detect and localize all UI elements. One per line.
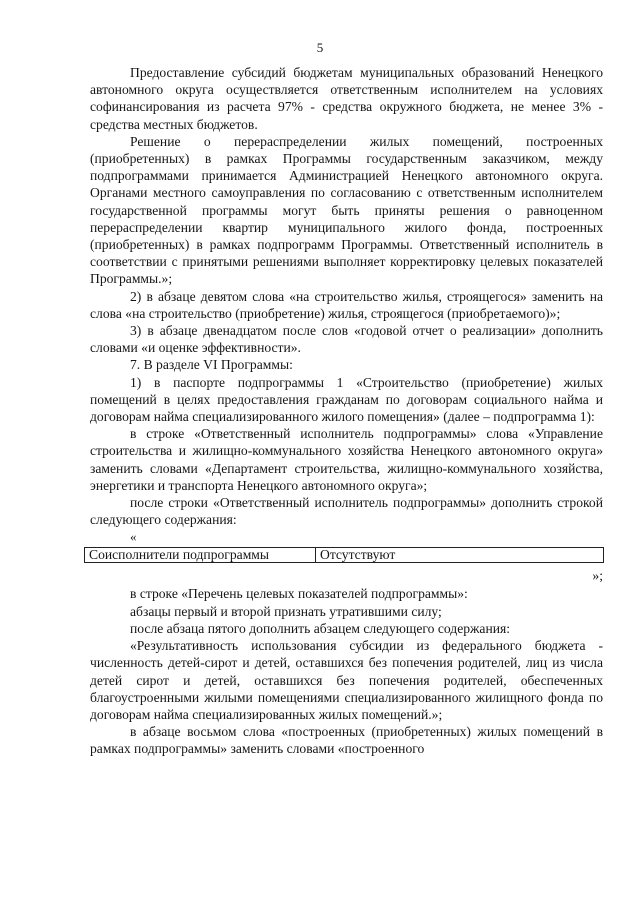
paragraph-invalidate-abzacy: абзацы первый и второй признать утратившими силу;: [130, 603, 442, 619]
paragraph-subsidy-effectiveness: «Результативность использования субсидии из федерального бюджета - численность детей-сирот и детей, оставшихся без попечения родителей, лиц из числа детей сирот и детей, оставшихся без попечения родителей, обеспеченных благоустроенными жилыми помещениями специализированного жилищного фонда по договорам найма специализированных жилых помещений.»;: [90, 638, 603, 722]
paragraph-redistribution-decision: Решение о перераспределении жилых помещений, построенных (приобретенных) в рамках Программы государственным заказчиком, между подпрограммами принимается Администрацией Ненецкого автономного округа. Органами местного самоуправления по согласованию с ответственным исполнителем государственной программы могут быть приняты решения о равноценном перераспределении квартир муниципального жилого фонда, построенных (приобретенных) в рамках подпрограмм Программы. Ответственный исполнитель в соответствии с принятыми решениями выполняет корректировку целевых показателей Программы.»;: [90, 133, 603, 287]
paragraph-eighth-abzac: в абзаце восьмом слова «построенных (приобретенных) жилых помещений в рамках подпрограммы» заменить словами «построенного: [90, 724, 603, 757]
paragraph-amendment-2: 2) в абзаце девятом слова «на строительство жилья, строящегося» заменить на слова «на строительство (приобретение) жилья, строящегося (приобретаемого)»;: [90, 288, 603, 321]
inserted-row-table: [84, 547, 604, 563]
paragraph-add-after-fifth: после абзаца пятого дополнить абзацем следующего содержания:: [130, 620, 511, 636]
page-number: 5: [316, 40, 324, 55]
close-quote: »;: [592, 568, 603, 584]
table-row: [85, 548, 604, 563]
co-executors-value: Отсутствуют: [316, 548, 604, 563]
co-executors-label: Соисполнители подпрограммы: [85, 548, 316, 563]
paragraph-subsidies: Предоставление субсидий бюджетам муниципальных образований Ненецкого автономного округа осуществляется ответственным исполнителем на условиях софинансирования из расчета 97% - средства окружного бюджета, не менее 3% - средства местных бюджетов.: [90, 65, 603, 132]
paragraph-amendment-3: 3) в абзаце двенадцатом после слов «годовой отчет о реализации» дополнить словами «и оценке эффективности».: [90, 323, 603, 356]
paragraph-section-vi: 7. В разделе VI Программы:: [130, 357, 293, 373]
paragraph-responsible-executor: в строке «Ответственный исполнитель подпрограммы» слова «Управление строительства и жилищно-коммунального хозяйства Ненецкого автономного округа» заменить словами «Департамент строительства, жилищно-коммунального хозяйства, энергетики и транспорта Ненецкого автономного округа»;: [90, 426, 603, 493]
inserted-row-table-wrap: [84, 547, 604, 563]
paragraph-add-row: после строки «Ответственный исполнитель подпрограммы» дополнить строкой следующего содержания:: [90, 495, 603, 528]
paragraph-subprogram-1-passport: 1) в паспорте подпрограммы 1 «Строительство (приобретение) жилых помещений в целях предоставления гражданам по договорам социального найма и договорам найма специализированного жилого помещения» (далее – подпрограмма 1):: [90, 374, 603, 425]
document-body: [90, 64, 603, 758]
open-quote: «: [130, 529, 137, 545]
paragraph-target-indicators: в строке «Перечень целевых показателей подпрограммы»:: [130, 586, 468, 602]
